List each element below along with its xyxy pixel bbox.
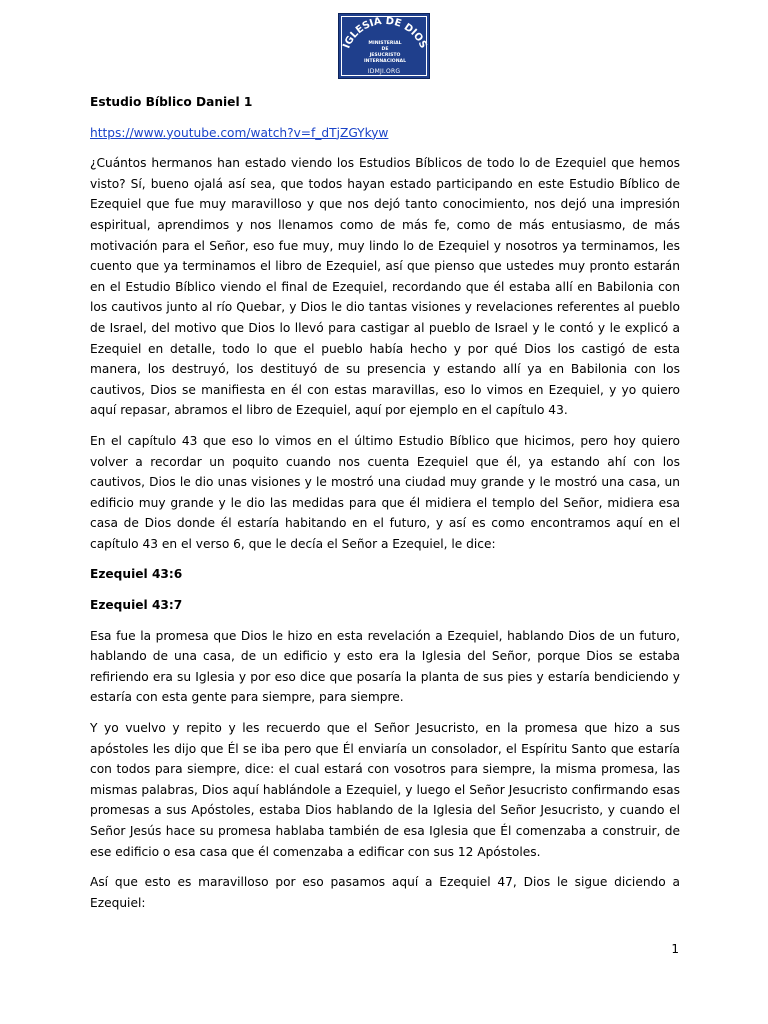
paragraph-4: Y yo vuelvo y repito y les recuerdo que el Señor Jesucristo, en la promesa que hizo a sus apóstoles les dijo que Él se iba pero que Él enviaría un consolador, el Espíritu Santo que estaría con todos para siempre, dice: el cual estará con vosotros para siempre, la misma promesa, las mismas palabras, Dios aquí hablándole a Ezequiel, y luego el Señor Jesucristo confirmando esas promesas a sus Apóstoles, estaba Dios hablando de la Iglesia del Señor Jesucristo, y cuando el Señor Jesús hace su promesa hablaba también de esa Iglesia que Él comenzaba a construir, de ese edificio o esa casa que él comenzaba a edificar con sus 12 Apóstoles. xyxy=(90,721,680,859)
logo-line-1: MINISTERIAL xyxy=(368,41,402,46)
scripture-reference-1: Ezequiel 43:6 xyxy=(90,567,183,582)
video-link-line xyxy=(90,123,680,144)
document-title: Estudio Bíblico Daniel 1 xyxy=(90,95,253,109)
paragraph-5: Así que esto es maravilloso por eso pasamos aquí a Ezequiel 47, Dios le sigue diciendo a Ezequiel: xyxy=(90,875,680,910)
church-logo xyxy=(338,13,430,79)
video-link[interactable]: https://www.youtube.com/watch?v=f_dTjZGYkyw xyxy=(90,125,389,140)
logo-url: IDMJI.ORG xyxy=(367,68,401,75)
document-body xyxy=(90,92,680,923)
scripture-reference-2: Ezequiel 43:7 xyxy=(90,598,183,613)
logo-line-3: JESUCRISTO xyxy=(369,53,401,58)
paragraph-2: En el capítulo 43 que eso lo vimos en el último Estudio Bíblico que hicimos, pero hoy quiero volver a recordar un poquito cuando nos cuenta Ezequiel que él, ya estando ahí con los cautivos, Dios le dio unas visiones y le mostró una ciudad muy grande y le mostró una casa, un edificio muy grande y le dio las medidas para que él midiera el templo del Señor, midiera esa casa de Dios donde él estaría habitando en el futuro, y así es como encontramos aquí en el capítulo 43 en el verso 6, que le decía el Señor a Ezequiel, le dice: xyxy=(90,433,680,551)
paragraph-1: ¿Cuántos hermanos han estado viendo los Estudios Bíblicos de todo lo de Ezequiel que hemos visto? Sí, bueno ojalá así sea, que todos hayan estado participando en este Estudio Bíblico de Ezequiel que fue muy maravilloso y que nos dejó tanto conocimiento, nos dejó una impresión espiritual, aprendimos y nos llenamos como de más fe, como de más entusiasmo, de más motivación para el Señor, eso fue muy, muy lindo lo de Ezequiel y nosotros ya terminamos, les cuento que ya terminamos el libro de Ezequiel, así que pienso que ustedes muy pronto estarán en el Estudio Bíblico viendo el final de Ezequiel, recordando que él estaba allí en Babilonia con los cautivos junto al río Quebar, y Dios le dio tantas visiones y revelaciones referentes al pueblo de Israel, del motivo que Dios lo llevó para castigar al pueblo de Israel y le contó y le explicó a Ezequiel en detalle, todo lo que el pueblo había hecho y por qué Dios los castigó de esta manera, los destruyó, los destituyó de su presencia y estando allí ya en Babilonia con los cautivos, Dios se manifiesta en él con estas maravillas, eso lo vimos en Ezequiel, y yo quiero aquí repasar, abramos el libro de Ezequiel, aquí por ejemplo en el capítulo 43. xyxy=(90,156,680,418)
logo-arc-text: IGLESIA DE DIOS xyxy=(341,15,429,51)
logo-line-4: INTERNACIONAL xyxy=(363,59,407,64)
page-number: 1 xyxy=(671,942,679,956)
paragraph-3: Esa fue la promesa que Dios le hizo en esta revelación a Ezequiel, hablando Dios de un futuro, hablando de una casa, de un edificio y esto era la Iglesia del Señor, porque Dios se estaba refiriendo era su Iglesia y por eso dice que posaría la planta de sus pies y estaría bendiciendo y estaría con esta gente para siempre, para siempre. xyxy=(90,628,680,705)
logo-line-2: DE xyxy=(381,47,389,52)
